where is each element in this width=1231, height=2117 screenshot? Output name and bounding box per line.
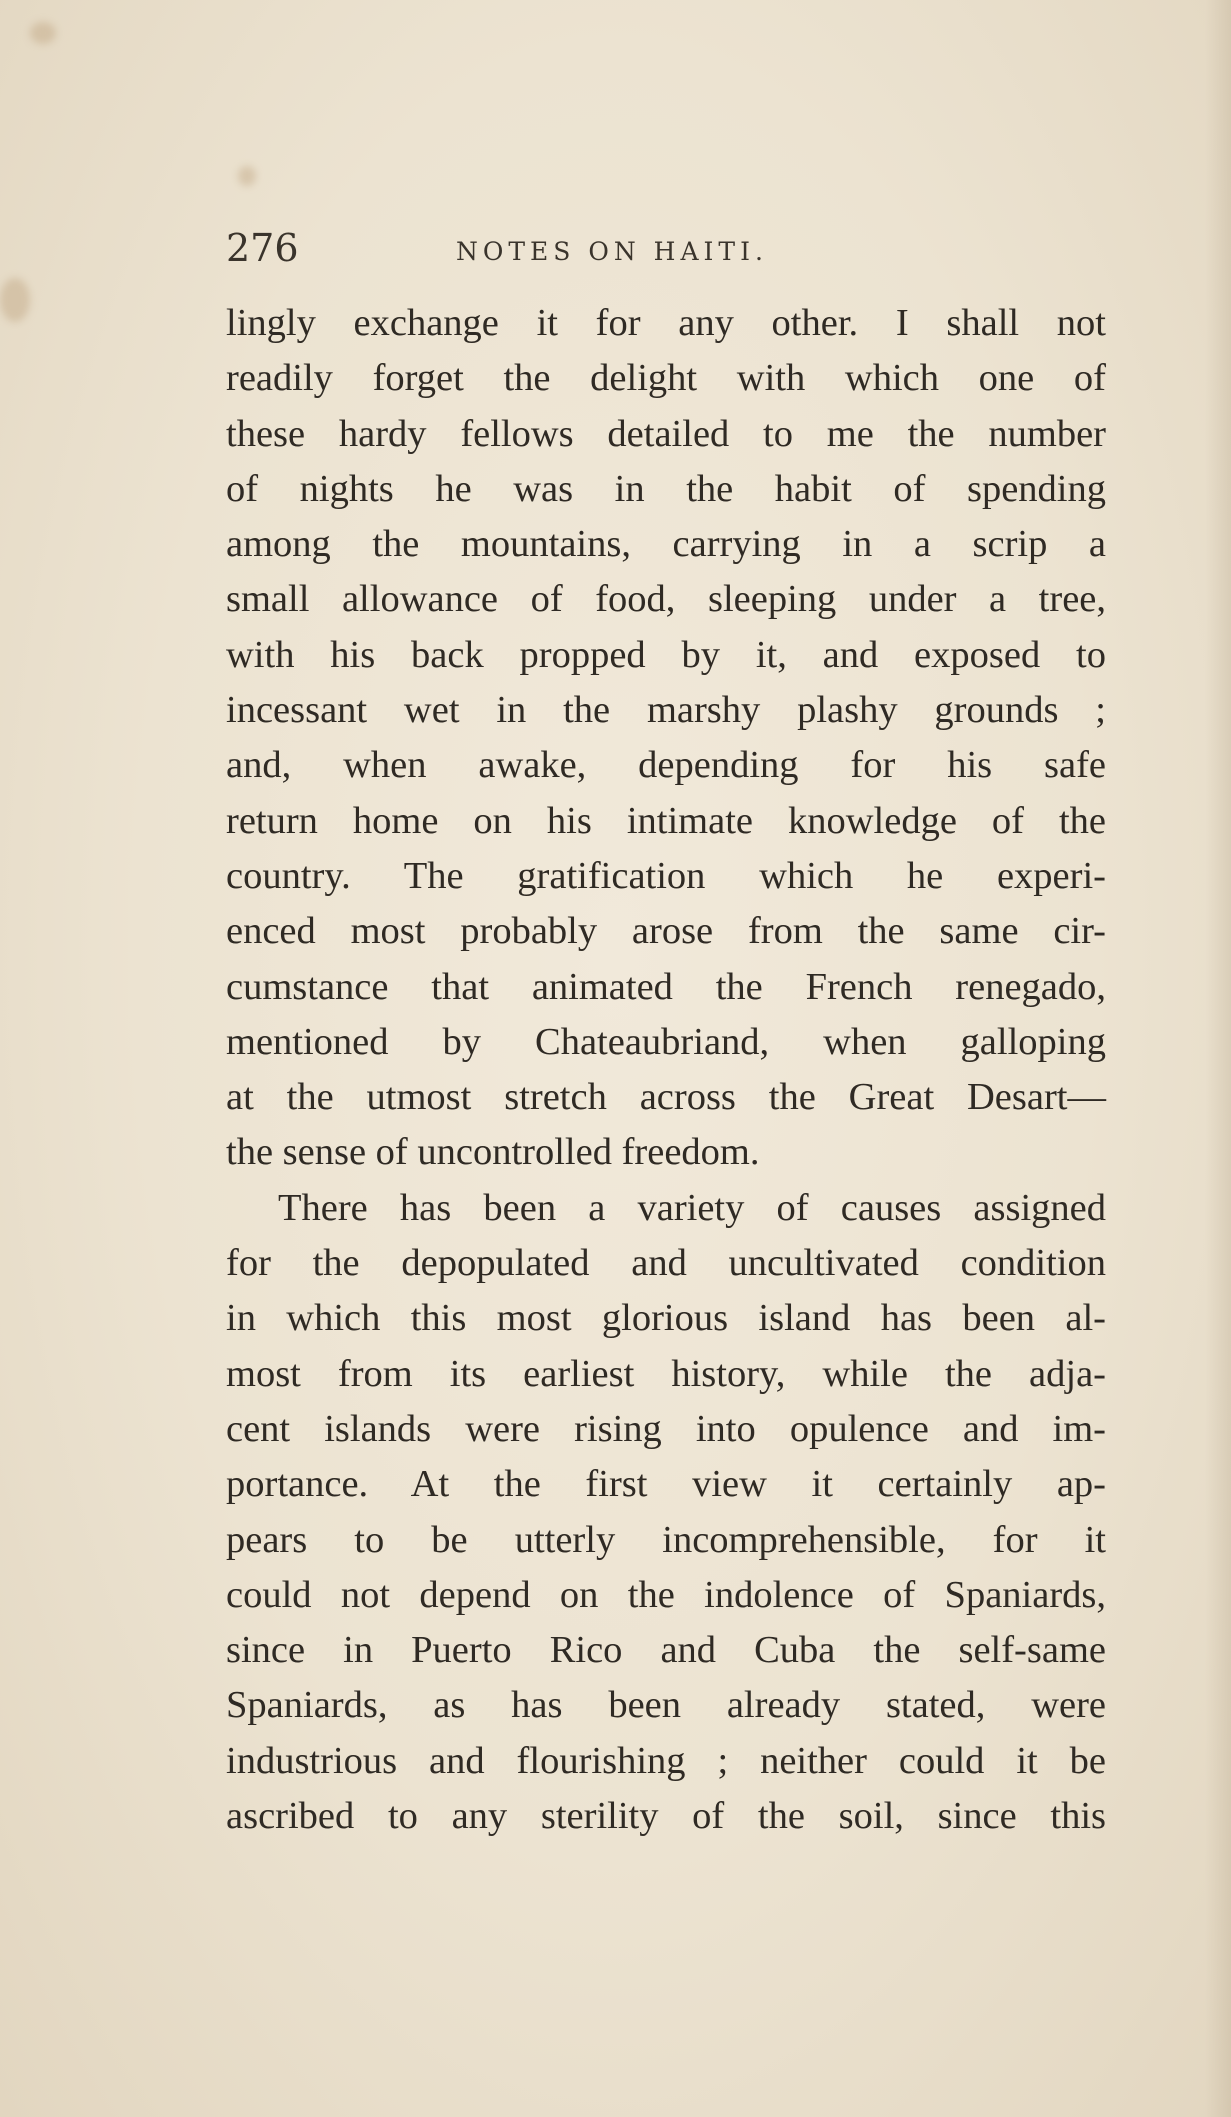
text-line: for the depopulated and uncultivated condition: [226, 1242, 1106, 1285]
text-line: could not depend on the indolence of Spaniards,: [226, 1573, 1106, 1616]
foxing-spot: [30, 22, 56, 44]
foxing-spot: [238, 166, 256, 186]
text-line: and, when awake, depending for his safe: [226, 744, 1106, 787]
text-line: country. The gratification which he experi-: [226, 854, 1106, 897]
text-line: Spaniards, as has been already stated, were: [226, 1684, 1106, 1727]
paragraph-start-line: There has been a variety of causes assigned: [278, 1186, 1106, 1229]
page-number: 276: [226, 226, 299, 270]
text-line: ascribed to any sterility of the soil, since this: [226, 1795, 1106, 1838]
text-line: return home on his intimate knowledge of the: [226, 799, 1106, 842]
running-header: [226, 218, 1104, 278]
text-line: enced most probably arose from the same cir-: [226, 910, 1106, 953]
text-line: incessant wet in the marshy plashy grounds ;: [226, 689, 1106, 732]
running-title: NOTES ON HAITI.: [456, 237, 768, 266]
text-line: mentioned by Chateaubriand, when galloping: [226, 1020, 1106, 1063]
foxing-spot: [0, 278, 30, 322]
text-line: among the mountains, carrying in a scrip a: [226, 523, 1106, 566]
body-text: [226, 296, 1106, 1844]
text-line: portance. At the first view it certainly ap-: [226, 1463, 1106, 1506]
text-line: of nights he was in the habit of spending: [226, 467, 1106, 510]
paragraph-end-line: the sense of uncontrolled freedom.: [226, 1131, 760, 1174]
text-line: these hardy fellows detailed to me the number: [226, 412, 1106, 455]
text-line: cumstance that animated the French renegado,: [226, 965, 1106, 1008]
text-line: in which this most glorious island has been al-: [226, 1297, 1106, 1340]
text-line: readily forget the delight with which one of: [226, 357, 1106, 400]
text-line: with his back propped by it, and exposed to: [226, 633, 1106, 676]
text-line: industrious and flourishing ; neither could it be: [226, 1739, 1106, 1782]
text-line: at the utmost stretch across the Great Desart—: [226, 1076, 1106, 1119]
text-line: since in Puerto Rico and Cuba the self-same: [226, 1629, 1106, 1672]
text-line: lingly exchange it for any other. I shall not: [226, 302, 1106, 344]
text-line: cent islands were rising into opulence and im-: [226, 1407, 1106, 1450]
text-line: small allowance of food, sleeping under a tree,: [226, 578, 1106, 621]
text-line: most from its earliest history, while the adja-: [226, 1352, 1106, 1395]
text-line: pears to be utterly incomprehensible, for it: [226, 1518, 1106, 1561]
page-edge-shadow: [1205, 0, 1231, 2117]
